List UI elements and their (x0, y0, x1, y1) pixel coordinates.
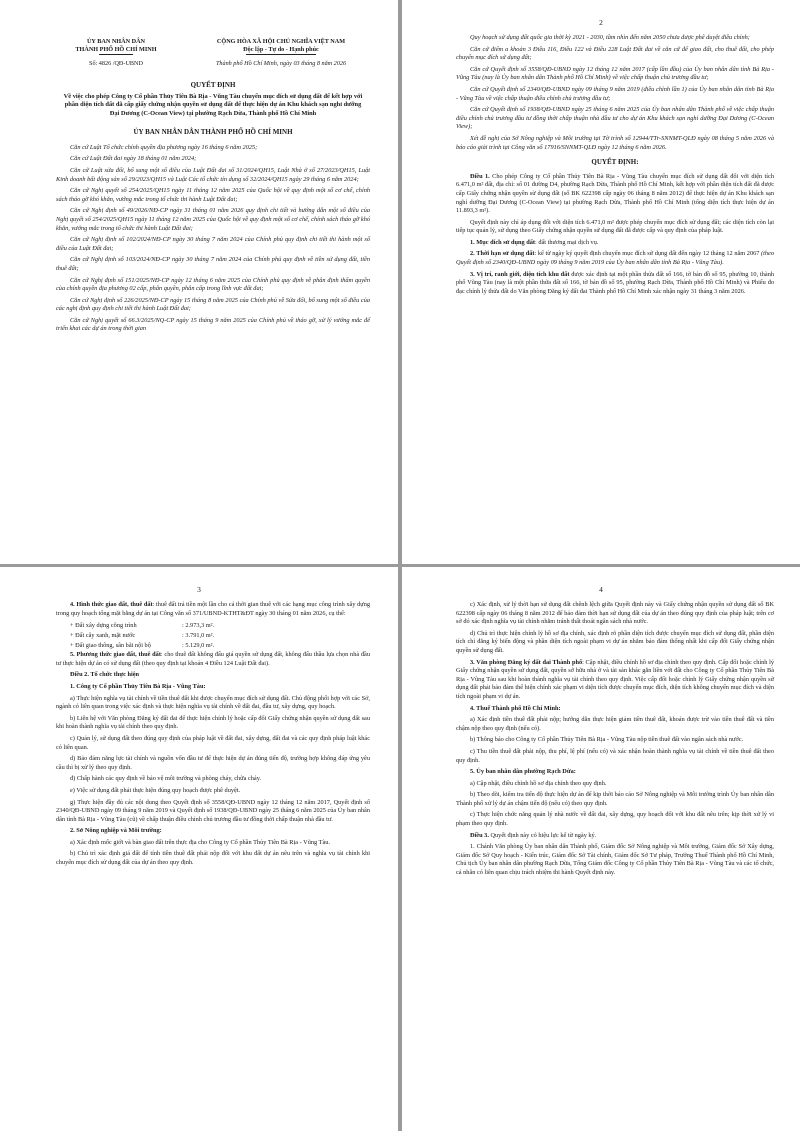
area-row (56, 631, 370, 641)
item-duration-text: : kể từ ngày ký quyết định chuyển mục đích sử dụng đất đến ngày 12 tháng 12 năm 2067 (534, 250, 762, 258)
article-2-heading: Điều 2. Tổ chức thực hiện (70, 671, 140, 679)
national-motto-sub: Độc lập - Tự do - Hạnh phúc (243, 45, 319, 53)
list-item: đ) Chấp hành các quy định về bảo vệ môi trường và phòng cháy, chữa cháy. (70, 775, 262, 783)
article-1 (456, 173, 774, 216)
article-3-label: Điều 3. (470, 831, 489, 839)
legal-basis: Căn cứ Quyết định số 2340/QĐ-UBND ngày 09 tháng 9 năm 2019 (điều chỉnh lần 1) của Ủy ban nhân dân tỉnh Bà Rịa - Vũng Tàu về việc chấp thuận điều chỉnh chủ trương đầu tư; (456, 85, 774, 102)
legal-basis: Căn cứ Nghị định số 226/2025/NĐ-CP ngày 15 tháng 8 năm 2025 của Chính phủ về Sửa đổi, bổ sung một số điều của các nghị định quy định chi tiết thi hành Luật Đất đai; (56, 296, 370, 313)
issuing-agency: ỦY BAN NHÂN DÂN THÀNH PHỐ HỒ CHÍ MINH (75, 38, 157, 53)
item-location-text: được xác định tại một phần thửa đất số 166, tờ bản đồ số 95, phường 10, thành phố Vũng Tàu (nay là một phần thửa đất số 166, tờ bản đồ số 95, phường Rạch Dừa, Thành phố Hồ Chí Minh) và Phiếu đo đạc chỉnh lý thửa đất do Văn phòng Đăng ký đất đai Thành phố Hồ Chí Minh xác nhận ngày 31 tháng 3 năm 2026. (456, 270, 774, 295)
legal-basis: Căn cứ Quyết định số 1938/QĐ-UBND ngày 25 tháng 6 năm 2025 của Ủy ban nhân dân Thành phố về việc chấp thuận điều chỉnh chủ trương đầu tư đồng thời chấp thuận nhà đầu tư cho dự án Khu khách sạn nghỉ dưỡng Đại Dương (C-Ocean View); (456, 106, 774, 131)
area-value: : 2.973,3 m². (182, 622, 215, 630)
list-item: b) Liên hệ với Văn phòng Đăng ký đất đai để thực hiện chỉnh lý hoặc cấp đổi Giấy chứng nhận quyền sử dụng đất sau khi hoàn thành nghĩa vụ tài chính theo quy định. (56, 714, 370, 731)
legal-basis: Quy hoạch sử dụng đất quốc gia thời kỳ 2021 - 2030, tầm nhìn đến năm 2050 chưa được phê duyệt điều chỉnh; (470, 34, 750, 41)
legal-bases (56, 144, 370, 334)
legal-basis: Căn cứ Nghị quyết số 66.3/2025/NQ-CP ngày 15 tháng 9 năm 2025 của Chính phủ về tháo gỡ, xử lý vướng mắc để triển khai các dự án trong thời gian (56, 316, 370, 333)
item-location-label: 3. Vị trí, ranh giới, diện tích khu đất (470, 270, 570, 278)
list-item: c) Thực hiện chức năng quản lý nhà nước về đất đai, xây dựng, quy hoạch đối với khu đất nêu trên; kịp thời xử lý vi phạm theo quy định. (456, 811, 774, 828)
legal-basis: Căn cứ Nghị định số 103/2024/NĐ-CP ngày 30 tháng 7 năm 2024 của Chính phủ quy định về tiền sử dụng đất, tiền thuê đất; (56, 256, 370, 272)
list-item: e) Việc sử dụng đất phải thực hiện đúng quy hoạch được phê duyệt. (70, 786, 241, 794)
decision-heading: QUYẾT ĐỊNH: (591, 158, 639, 167)
list-item: d) Chủ trì thực hiện chỉnh lý hồ sơ địa chính, xác định rõ phần diện tích được chuyển mục đích sử dụng đất, phần diện tích chỉ đăng ký biến động và phần diện tích ngoài phạm vi dự án nhằm bảo đảm thống nhất khi cấp đổi Giấy chứng nhận quyền sử dụng đất. (456, 629, 774, 654)
item-lease-form (56, 601, 370, 618)
item-duration (456, 250, 774, 267)
item-location (456, 271, 774, 297)
article-3-responsibility: 1. Chánh Văn phòng Ủy ban nhân dân Thành phố, Giám đốc Sở Nông nghiệp và Môi trường, Giám đốc Sở Xây dựng, Giám đốc Sở Quy hoạch - Kiến trúc, Giám đốc Sở Tài chính, Giám đốc Sở Tư pháp, Trưởng Thuế Thành phố Hồ Chí Minh, Chủ tịch Ủy ban nhân dân phường Rạch Dừa, Tổng Giám đốc Công ty Cổ phần Thủy Tiên Bà Rịa - Vũng Tàu và các tổ chức, cá nhân có liên quan chịu trách nhiệm thi hành Quyết định này. (456, 843, 774, 877)
issuer-heading: ỦY BAN NHÂN DÂN THÀNH PHỐ HỒ CHÍ MINH (133, 127, 293, 136)
item-purpose (456, 239, 774, 248)
legal-basis: Căn cứ Luật Tổ chức chính quyền địa phương ngày 16 tháng 6 năm 2025; (70, 143, 258, 151)
document-subject: Về việc cho phép Công ty Cổ phần Thủy Tiên Bà Rịa - Vũng Tàu chuyển mục đích sử dụng đất để kết hợp với phần diện tích đất đã cấp giấy chứng nhận quyền sử dụng đất để thực hiện dự án Khu khách sạn nghỉ dưỡng Đại Dương (C-Ocean View) tại phường Rạch Dừa, Thành phố Hồ Chí Minh (63, 93, 363, 117)
article-3 (456, 832, 774, 841)
legal-basis: Căn cứ Nghị quyết số 254/2025/QH15 ngày 11 tháng 12 năm 2025 của Quốc hội về quy định một số cơ chế, chính sách tháo gỡ khó khăn, vướng mắc trong tổ chức thi hành Luật Đất đai; (56, 187, 370, 203)
legal-basis: Căn cứ Nghị định số 49/2026/NĐ-CP ngày 31 tháng 01 năm 2026 quy định chi tiết và hướng dẫn một số điều của Nghị quyết số 254/2025/QH15 ngày 11 tháng 12 năm 2025 của Quốc hội về quy định một số cơ chế, chính sách tháo gỡ khó khăn, vướng mắc trong tổ chức thi hành Luật Đất đai; (56, 207, 370, 232)
legal-basis: Căn cứ Nghị định số 102/2024/NĐ-CP ngày 30 tháng 7 năm 2024 của Chính phủ quy định chi tiết thi hành một số điều của Luật Đất đai; (56, 236, 370, 252)
item-purpose-text: : đất thương mại dịch vụ. (535, 238, 599, 246)
legal-basis: Xét đề nghị của Sở Nông nghiệp và Môi trường tại Tờ trình số 12944/TTr-SNNMT-QLĐ ngày 08 tháng 5 năm 2026 và báo cáo giải trình tại Công văn số 17916/SNNMT-QLĐ ngày 12 tháng 6 năm 2026. (456, 134, 774, 151)
item-lease-method (56, 651, 370, 668)
legal-basis: Căn cứ Quyết định số 3558/QĐ-UBND ngày 12 tháng 12 năm 2017 (cấp lần đầu) của Ủy ban nhân dân tỉnh Bà Rịa - Vũng Tàu (nay là Ủy ban nhân dân Thành phố Hồ Chí Minh) về việc chấp thuận chủ trương đầu tư; (456, 65, 774, 82)
page-2 (402, 0, 800, 564)
page-number: 2 (599, 18, 603, 27)
section-ward: 5. Ủy ban nhân dân phường Rạch Dừa: (470, 768, 576, 776)
list-item: a) Cập nhật, điều chỉnh hồ sơ địa chính theo quy định. (470, 779, 607, 787)
section-department: 2. Sở Nông nghiệp và Môi trường: (70, 827, 162, 835)
document-header (56, 38, 370, 55)
item-lease-form-text: : thuê đất trả tiền một lần cho cả thời gian thuê với các hạng mục công trình xây dựng trong quy hoạch tổng mặt bằng dự án tại Công văn số 371/UBND-KTHT&ĐT ngày 30 tháng 01 năm 2026, cụ thể: (56, 601, 370, 617)
page-number: 3 (197, 585, 201, 594)
document-number: Số: 4826 /QĐ-UBND (89, 60, 143, 68)
list-item: c) Thu tiền thuê đất phải nộp, thu phí, lệ phí (nếu có) và xác nhận hoàn thành nghĩa vụ tài chính về tiền thuê đất theo quy định. (456, 747, 774, 764)
legal-basis: Căn cứ điểm a khoản 3 Điều 116, Điều 122 và Điều 228 Luật Đất đai về căn cứ để giao đất, cho thuê đất, cho phép chuyển mục đích sử dụng đất; (456, 45, 774, 62)
area-label: + Đất giao thông, sân bãi nội bộ (70, 642, 151, 650)
page-number: 4 (599, 585, 603, 594)
legal-basis: Căn cứ Luật Đất đai ngày 18 tháng 01 năm 2024; (70, 155, 197, 163)
area-label: + Đất cây xanh, mặt nước (70, 632, 136, 640)
item-lease-method-text: : cho thuê đất không đấu giá quyền sử dụng đất, không đấu thầu lựa chọn nhà đầu tư thực hiện dự án có sử dụng đất (theo quy định tại khoản 4 Điều 124 Luật Đất đai). (56, 651, 370, 667)
area-row (56, 621, 370, 631)
section-registry (456, 659, 774, 702)
page-3 (0, 567, 398, 1131)
list-item: a) Xác định tiền thuê đất phải nộp; hướng dẫn thực hiện giảm tiền thuê đất, khoản được trừ vào tiền thuê đất và tiền chậm nộp theo quy định (nếu có). (456, 716, 774, 732)
section-registry-text: : Cập nhật, điều chỉnh hồ sơ địa chính theo quy định. Cấp đổi hoặc chỉnh lý Giấy chứng nhận quyền sử dụng đất, quyền sở hữu nhà ở và tài sản khác gắn liền với đất cho Công ty Cổ phần Thủy Tiên Bà Rịa - Vũng Tàu sau khi hoàn thành nghĩa vụ tài chính theo quy định. Việc cấp đổi hoặc chỉnh lý Giấy chứng nhận quyền sử dụng đất phải bảo đảm thể hiện chính xác phạm vi diện tích được chuyển mục đích, diện tích không chuyển mục đích và diện tích ngoài phạm vi dự án. (456, 658, 774, 700)
article-1-label: Điều 1. (470, 172, 490, 180)
area-value: : 3.791,0 m². (182, 632, 215, 640)
area-row (56, 641, 370, 651)
national-motto: CỘNG HÒA XÃ HỘI CHỦ NGHĨA VIỆT NAM (216, 38, 346, 45)
page-4 (402, 567, 800, 1131)
item-duration-ref: (theo Quyết định số 2340/QĐ-UBND ngày 09 tháng 9 năm 2019 của Ủy ban nhân dân tỉnh Bà Rịa - Vũng Tàu). (456, 250, 774, 267)
list-item: a) Thực hiện nghĩa vụ tài chính về tiền thuê đất khi được chuyển mục đích sử dụng đất. Chủ động phối hợp với các Sở, ngành có liên quan trong việc xác định và thực hiện nghĩa vụ tài chính về đất đai, đầu tư, xây dựng, quy hoạch. (56, 694, 370, 711)
item-lease-method-label: 5. Phương thức giao đất, thuê đất (70, 651, 161, 659)
section-registry-label: 3. Văn phòng Đăng ký đất đai Thành phố (470, 658, 583, 666)
page-1 (0, 0, 398, 564)
list-item: c) Xác định, xử lý thời hạn sử dụng đất chênh lệch giữa Quyết định này và Giấy chứng nhận quyền sử dụng đất số BK 622398 cấp ngày 06 tháng 8 năm 2012 để bảo đảm thời hạn sử dụng đất của dự án theo đúng quy định của pháp luật; trên cơ sở đó xác định nghĩa vụ tài chính nhằm tránh thất thoát ngân sách nhà nước. (456, 601, 774, 626)
list-item: g) Thực hiện đầy đủ các nội dung theo Quyết định số 3558/QĐ-UBND ngày 12 tháng 12 năm 2017, Quyết định số 2340/QĐ-UBND ngày 09 tháng 9 năm 2019 và Quyết định số 1938/QĐ-UBND ngày 25 tháng 6 năm 2025 của Ủy ban nhân dân tỉnh Bà Rịa - Vũng Tàu (cũ) về chấp thuận điều chỉnh chủ trương đầu tư đồng thời chấp thuận nhà đầu tư. (56, 798, 370, 823)
item-duration-label: 2. Thời hạn sử dụng đất (470, 250, 535, 258)
article-3-text: Quyết định này có hiệu lực kể từ ngày ký. (488, 831, 597, 839)
legal-basis: Căn cứ Nghị định số 151/2025/NĐ-CP ngày 12 tháng 6 năm 2025 của Chính phủ quy định về phân định thẩm quyền của chính quyền địa phương 02 cấp, phân quyền, phân cấp trong lĩnh vực đất đai; (56, 276, 370, 293)
list-item: b) Theo dõi, kiểm tra tiến độ thực hiện dự án để kịp thời báo cáo Sở Nông nghiệp và Môi trường trình Ủy ban nhân dân Thành phố xử lý dự án chậm tiến độ (nếu có) theo quy định. (456, 791, 774, 807)
article-1-text: Cho phép Công ty Cổ phần Thủy Tiên Bà Rịa - Vũng Tàu chuyển mục đích sử dụng đất đối với diện tích 6.471,0 m² đất, địa chỉ: số 01 đường D4, phường Rạch Dừa, Thành phố Hồ Chí Minh, kết hợp với phần diện tích đất đã được cấp Giấy chứng nhận quyền sử dụng đất (số BK 622398 cấp ngày 06 tháng 8 năm 2012) để thực hiện dự án Khu khách sạn nghỉ dưỡng Đại Dương (C-Ocean View) tại phường Rạch Dừa, Thành phố Hồ Chí Minh (tổng diện tích thực hiện dự án 11.893,3 m²). (456, 172, 774, 215)
section-company: 1. Công ty Cổ phần Thủy Tiên Bà Rịa - Vũng Tàu: (70, 682, 206, 690)
legal-basis: Căn cứ Luật sửa đổi, bổ sung một số điều của Luật Đất đai số 31/2024/QH15, Luật Nhà ở số 27/2023/QH15, Luật Kinh doanh bất động sản số 29/2023/QH15 và Luật Các tổ chức tín dụng số 32/2024/QH15 ngày 29 tháng 6 năm 2024; (56, 166, 370, 183)
area-value: : 5.129,0 m². (182, 642, 215, 650)
section-tax: 4. Thuế Thành phố Hồ Chí Minh: (470, 704, 561, 712)
list-item: b) Thông báo cho Công ty Cổ phần Thủy Tiên Bà Rịa - Vũng Tàu nộp tiền thuê đất vào ngân sách nhà nước. (470, 736, 744, 744)
list-item: a) Xác định mốc giới và bàn giao đất trên thực địa cho Công ty Cổ phần Thủy Tiên Bà Rịa - Vũng Tàu. (70, 838, 330, 846)
list-item: b) Chủ trì xác định giá đất để tính tiền thuê đất phải nộp đối với khu đất dự án nêu trên và nghĩa vụ tài chính khi chuyển mục đích sử dụng đất của dự án theo quy định. (56, 850, 370, 867)
list-item: c) Quản lý, sử dụng đất theo đúng quy định của pháp luật về đất đai, xây dựng, đất đai và các quy định pháp luật khác có liên quan. (56, 734, 370, 751)
item-lease-form-label: 4. Hình thức giao đất, thuê đất (70, 601, 153, 608)
document-date: Thành phố Hồ Chí Minh, ngày 03 tháng 8 năm 2026 (215, 60, 347, 68)
document-title: QUYẾT ĐỊNH (190, 81, 236, 90)
article-1-scope: Quyết định này chỉ áp dụng đối với diện tích 6.471,0 m² được phép chuyển mục đích sử dụng đất; các diện tích còn lại tiếp tục quản lý, sử dụng theo Giấy chứng nhận quyền sử dụng đất đã được cấp và quy định của pháp luật. (456, 218, 774, 235)
area-label: + Đất xây dựng công trình (70, 622, 137, 630)
item-purpose-label: 1. Mục đích sử dụng đất (470, 238, 536, 246)
list-item: d) Bảo đảm năng lực tài chính và nguồn vốn đầu tư để thực hiện dự án đúng tiến độ, trường hợp không đáp ứng yêu cầu thì bị xử lý theo quy định. (56, 755, 370, 771)
